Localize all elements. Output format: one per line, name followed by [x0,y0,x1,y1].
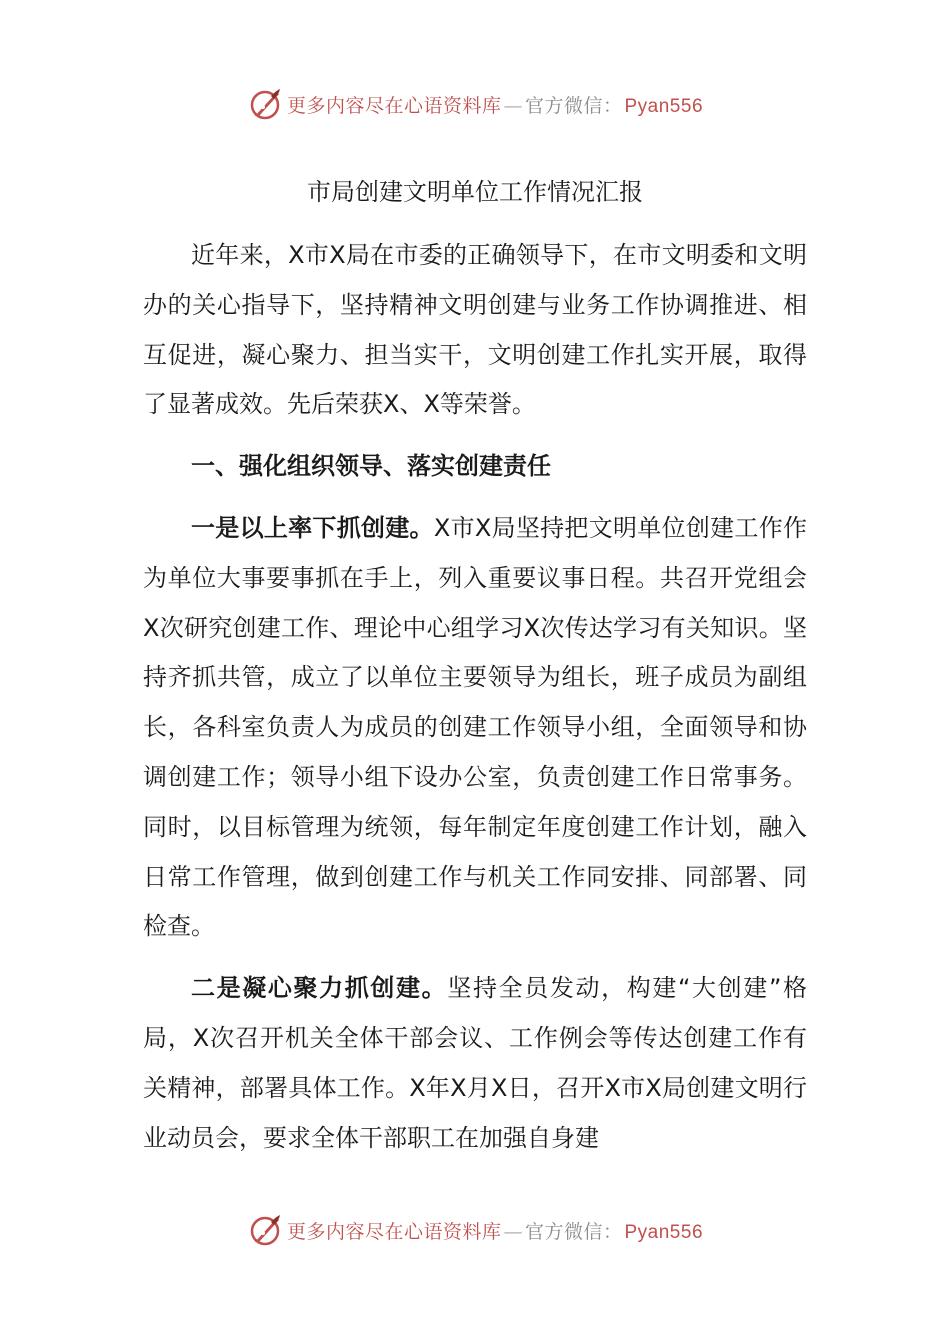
banner-brand: 更多内容尽在心语资料库 [286,1220,502,1243]
banner-contact-label: 官方微信： [524,1220,623,1243]
header-banner [0,82,950,126]
paragraph-1 [143,504,807,952]
banner-contact-id: Pyan556 [624,95,704,117]
intro-paragraph: 近年来，X市X局在市委的正确领导下，在市文明委和文明办的关心指导下，坚持精神文明创建与业务工作协调推进、相互促进，凝心聚力、担当实干，文明创建工作扎实开展，取得了显著成效。先后荣获X、X等荣誉。 [143,241,807,419]
banner-contact-label: 官方微信： [524,94,623,117]
banner-brand: 更多内容尽在心语资料库 [286,94,502,117]
paragraph-1-body: X市X局坚持把文明单位创建工作作为单位大事要事抓在手上，列入重要议事日程。共召开党组会X次研究创建工作、理论中心组学习X次传达学习有关知识。坚持齐抓共管，成立了以单位主要领导为组长，班子成员为副组长，各科室负责人为成员的创建工作领导小组，全面领导和协调创建工作；领导小组下设办公室，负责创建工作日常事务。同时，以目标管理为统领，每年制定年度创建工作计划，融入日常工作管理，做到创建工作与机关工作同安排、同部署、同检查。 [143,513,807,941]
document-body [143,231,807,1175]
banner-contact-id: Pyan556 [624,1221,704,1243]
banner-dash: — [503,1220,523,1243]
paragraph-2-body: 坚持全员发动，构建“大创建”格局，X次召开机关全体干部会议、工作例会等传达创建工作有关精神，部署具体工作。X年X月X日，召开X市X局创建文明行业动员会，要求全体干部职工在加强自身建 [143,974,808,1152]
banner-text [287,1217,703,1244]
section-heading: 一、强化组织领导、落实创建责任 [191,452,551,481]
quill-logo-icon [247,1212,283,1248]
footer-banner [0,1208,950,1252]
paragraph-1-lead: 一是以上率下抓创建。 [191,513,434,542]
paragraph-2 [143,964,807,1163]
banner-text [287,91,703,118]
document-title: 市局创建文明单位工作情况汇报 [307,178,643,206]
banner-dash: — [503,94,523,117]
quill-logo-icon [247,86,283,122]
paragraph-2-lead: 二是凝心聚力抓创建。 [191,974,448,1003]
